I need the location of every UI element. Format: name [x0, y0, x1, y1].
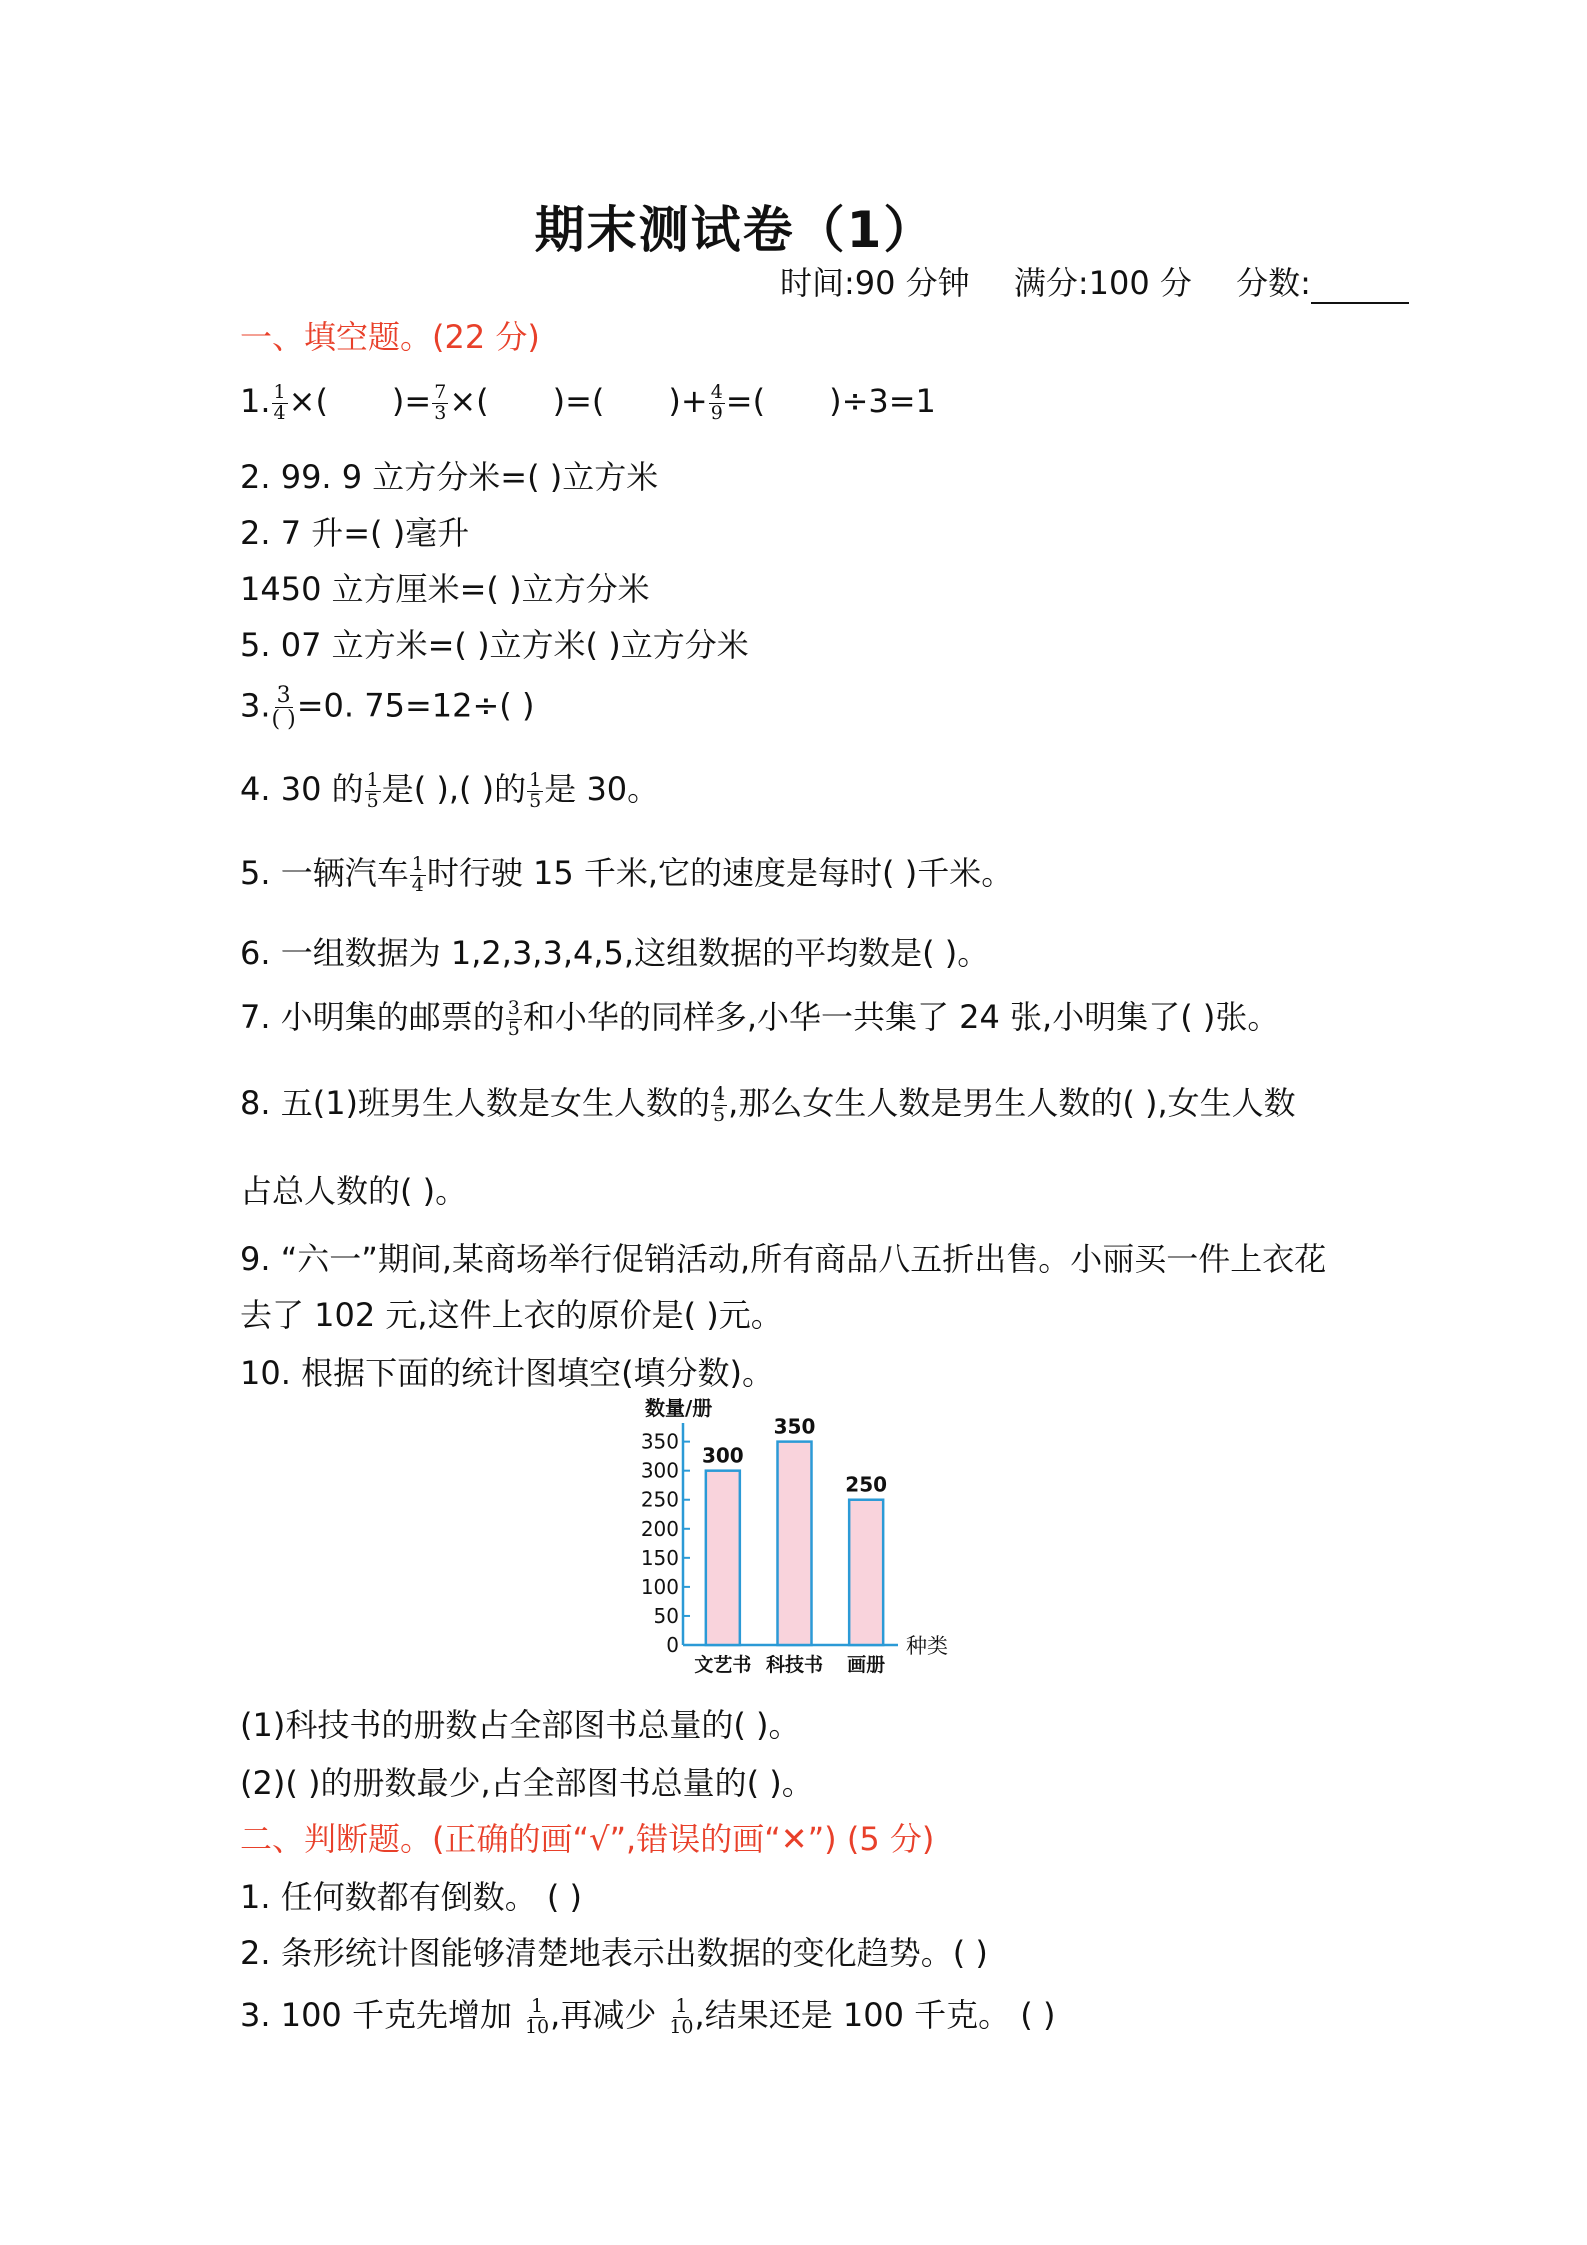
question-1	[240, 382, 936, 423]
section1-heading: 一、填空题。(22 分)	[240, 318, 540, 356]
q1-f2-num: 7	[434, 380, 447, 403]
j3-fraction-2	[669, 1994, 694, 2038]
question-2c: 1450 立方厘米=( )立方分米	[240, 570, 650, 608]
q1-f3-num: 4	[710, 380, 723, 403]
q3-f-den: ( )	[271, 707, 296, 733]
chart-x-tick-label: 文艺书	[694, 1654, 752, 1676]
j3-f2-den: 10	[669, 2015, 694, 2038]
q1-fraction-1	[272, 380, 288, 424]
book-bar-chart	[630, 1395, 970, 1685]
q4-fraction-2	[527, 768, 543, 812]
question-4	[240, 770, 659, 811]
chart-y-tick-label: 150	[640, 1545, 679, 1570]
chart-y-tick-label: 100	[640, 1574, 679, 1599]
j3-fraction-1	[524, 1994, 550, 2038]
q1-f2-den: 3	[434, 401, 447, 424]
j3-text-c: ,结果还是 100 千克。 ( )	[694, 1996, 1056, 2034]
q3-f-num: 3	[276, 683, 291, 708]
chart-data-label: 300	[701, 1443, 744, 1468]
chart-y-tick-label: 300	[640, 1458, 679, 1483]
j3-text-a: 3. 100 千克先增加	[240, 1996, 512, 2034]
score-label: 分数:	[1236, 264, 1311, 302]
question-2d: 5. 07 立方米=( )立方米( )立方分米	[240, 626, 749, 664]
question-3	[240, 684, 534, 731]
chart-y-tick-label: 0	[666, 1633, 679, 1657]
q7-fraction	[506, 996, 522, 1040]
q8-f-den: 5	[713, 1103, 726, 1126]
question-6: 6. 一组数据为 1,2,3,3,4,5,这组数据的平均数是( )。	[240, 934, 990, 972]
judge-3	[240, 1996, 1055, 2037]
chart-y-tick-label: 50	[653, 1603, 679, 1628]
q5-f-num: 1	[411, 852, 424, 875]
q3-fraction	[272, 684, 296, 731]
q1-text-b: )=	[391, 382, 432, 420]
q5-fraction	[410, 852, 426, 896]
q1-text-g: )÷3=1	[829, 382, 936, 420]
q7-text-a: 7. 小明集的邮票的	[240, 998, 505, 1036]
question-8	[240, 1084, 1296, 1125]
q5-text-b: 时行驶 15 千米,它的速度是每时( )千米。	[426, 854, 1014, 892]
q4-f2-num: 1	[529, 768, 542, 791]
j3-f1-den: 10	[524, 2015, 550, 2038]
chart-y-tick-label: 200	[640, 1516, 679, 1541]
q4-text-a: 4. 30 的	[240, 770, 364, 808]
chart-data-label: 250	[845, 1472, 888, 1497]
q3-number: 3.	[240, 686, 271, 725]
q4-text-c: 是 30。	[544, 770, 660, 808]
q5-f-den: 4	[411, 873, 424, 896]
question-2a: 2. 99. 9 立方分米=( )立方米	[240, 458, 659, 496]
q1-fraction-2	[432, 380, 448, 424]
chart-y-axis-label: 数量/册	[645, 1396, 713, 1420]
q1-text-a: ×(	[288, 382, 328, 420]
chart-bar	[778, 1442, 812, 1645]
chart-x-axis-label: 种类	[906, 1634, 948, 1658]
full-score-label: 满分:100 分	[1013, 264, 1192, 302]
question-9b: 去了 102 元,这件上衣的原价是( )元。	[240, 1296, 783, 1334]
q1-f1-num: 1	[273, 380, 286, 403]
page-title: 期末测试卷（1）	[534, 201, 936, 259]
question-10-2: (2)( )的册数最少,占全部图书总量的( )。	[240, 1764, 814, 1802]
chart-x-tick-label: 画册	[847, 1654, 886, 1676]
q8-text-b: ,那么女生人数是男生人数的( ),女生人数	[728, 1084, 1296, 1122]
q4-fraction-1	[365, 768, 381, 812]
q1-text-c: ×(	[449, 382, 489, 420]
question-7	[240, 998, 1279, 1039]
q4-text-b: 是( ),( )的	[381, 770, 527, 808]
q8-fraction	[711, 1082, 727, 1126]
j3-text-b: ,再减少	[550, 1996, 657, 2034]
q1-text-e: )+	[668, 382, 708, 420]
section2-heading: 二、判断题。(正确的画“√”,错误的画“✕”) (5 分)	[240, 1820, 935, 1858]
q4-f1-num: 1	[366, 768, 379, 791]
question-10: 10. 根据下面的统计图填空(填分数)。	[240, 1354, 775, 1392]
q1-f1-den: 4	[273, 401, 286, 424]
question-8-cont: 占总人数的( )。	[240, 1172, 468, 1210]
q7-text-b: 和小华的同样多,小华一共集了 24 张,小明集了( )张。	[522, 998, 1280, 1036]
q1-fraction-3	[709, 380, 725, 424]
q4-f2-den: 5	[529, 789, 542, 812]
question-10-1: (1)科技书的册数占全部图书总量的( )。	[240, 1706, 801, 1744]
chart-y-tick-label: 250	[640, 1487, 679, 1512]
chart-bar	[849, 1500, 883, 1645]
q4-f1-den: 5	[366, 789, 379, 812]
time-label: 时间:90 分钟	[780, 264, 970, 302]
q8-text-a: 8. 五(1)班男生人数是女生人数的	[240, 1084, 711, 1122]
q5-text-a: 5. 一辆汽车	[240, 854, 409, 892]
chart-x-tick-label: 科技书	[765, 1654, 824, 1676]
chart-y-tick-label: 350	[640, 1429, 679, 1454]
question-2b: 2. 7 升=( )毫升	[240, 514, 470, 552]
judge-2: 2. 条形统计图能够清楚地表示出数据的变化趋势。( )	[240, 1934, 988, 1972]
question-5	[240, 854, 1013, 895]
score-blank	[1311, 272, 1409, 304]
q7-f-den: 5	[507, 1017, 520, 1040]
q1-text-f: =(	[725, 382, 766, 420]
q1-number: 1.	[240, 382, 271, 420]
q8-f-num: 4	[713, 1082, 726, 1105]
judge-1: 1. 任何数都有倒数。 ( )	[240, 1878, 583, 1916]
q1-text-d: )=(	[552, 382, 605, 420]
j3-f2-num: 1	[675, 1994, 688, 2017]
chart-data-label: 350	[773, 1414, 816, 1439]
j3-f1-num: 1	[531, 1994, 544, 2017]
chart-bar	[706, 1471, 740, 1645]
q7-f-num: 3	[507, 996, 520, 1019]
question-9a: 9. “六一”期间,某商场举行促销活动,所有商品八五折出售。小丽买一件上衣花	[240, 1240, 1327, 1278]
q3-text: =0. 75=12÷( )	[296, 686, 535, 725]
q1-f3-den: 9	[710, 401, 723, 424]
exam-meta	[780, 258, 1443, 304]
